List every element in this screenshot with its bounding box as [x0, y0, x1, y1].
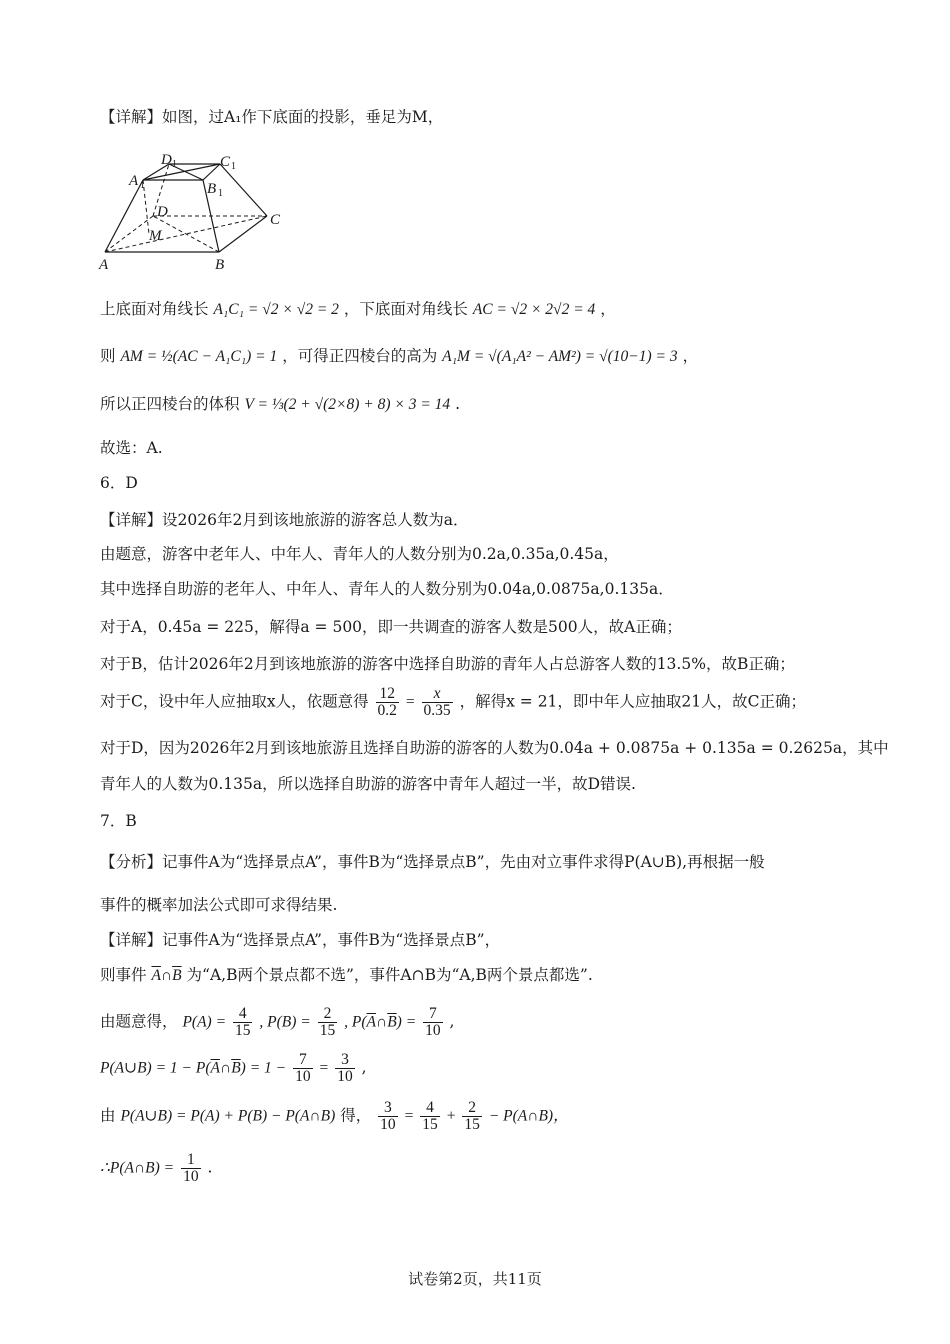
- label-d1-sub: 1: [172, 159, 177, 170]
- q6-line-2: 由题意，游客中老年人、中年人、青年人的人数分别为0.2a,0.35a,0.45a，: [100, 545, 619, 563]
- q7-given-probabilities: 由题意得， P(A) = $\frac{4}{15}$ , P(B) = $\frac{2}{15}$ , $P(\overline{A}\cap\overline{B})$ = $\frac{7}{10}$ ,: [100, 1005, 455, 1039]
- fraction-12-over-0.2: $\frac{12}{0.2}$: [377, 685, 397, 719]
- fraction-3-10: $\frac{3}{10}$: [337, 1051, 353, 1085]
- label-a: A: [99, 257, 109, 273]
- q7-detail-1: 【详解】记事件A为“选择景点A”，事件B为“选择景点B”，: [100, 931, 501, 949]
- label-b1-sub: 1: [218, 188, 223, 199]
- fraction-add-2: $\frac{4}{15}$: [422, 1099, 438, 1133]
- volume-formula: V = ⅓(2 + √(2×8) + 8) × 3 = 14: [244, 396, 451, 413]
- height-line: 则 AM = ½(AC − A₁C₁) = 1 ，可得正四棱台的高为 A₁M = √(A₁A² − AM²) = √(10−1) = 3 ，: [100, 347, 699, 365]
- q7-detail-2: 则事件 $\overline{A}\cap\overline{B}$ 为“A,B两个景点都不选”，事件A∩B为“A,B两个景点都选”.: [100, 966, 593, 984]
- q7-heading: 7．B: [100, 812, 137, 830]
- label-c1: C: [220, 154, 231, 170]
- label-a1: A: [129, 173, 139, 189]
- q6-line-8: 青年人的人数为0.135a，所以选择自助游的游客中青年人超过一半，故D错误.: [100, 775, 636, 793]
- label-b1: B: [207, 181, 217, 197]
- label-b: B: [215, 257, 225, 273]
- fraction-result: $\frac{1}{10}$: [183, 1151, 199, 1185]
- addition-formula: P(A∪B) = P(A) + P(B) − P(A∩B): [120, 1107, 336, 1125]
- q6-line-6: 对于C，设中年人应抽取x人，依题意得 $\frac{12}{0.2}$ = $\frac{x}{0.35}$ ，解得x = 21，即中年人应抽取21人，故C正确；: [100, 685, 806, 719]
- fraction-add-3: $\frac{2}{15}$: [464, 1099, 480, 1133]
- fraction-7-10: $\frac{7}{10}$: [295, 1051, 311, 1085]
- lower-diagonal-formula: AC = √2 × 2√2 = 4: [472, 301, 596, 318]
- q6-line-5: 对于B，估计2026年2月到该地旅游的游客中选择自助游的青年人占总游客人数的13.5%，故B正确；: [100, 655, 795, 673]
- frustum-figure: [95, 148, 295, 278]
- fraction-pb: $\frac{2}{15}$: [319, 1005, 336, 1039]
- label-m: M: [149, 228, 162, 244]
- q6-line-1: 【详解】设2026年2月到该地旅游的游客总人数为a．: [100, 511, 469, 529]
- q6-line-7: 对于D，因为2026年2月到该地旅游且选择自助游的游客的人数为0.04a + 0.0875a + 0.135a = 0.2625a，其中: [100, 739, 889, 757]
- q6-heading: 6．D: [100, 474, 138, 492]
- detail-intro: 【详解】如图，过A₁作下底面的投影，垂足为M，: [100, 108, 444, 126]
- fraction-pa: $\frac{4}{15}$: [234, 1005, 251, 1039]
- q6-line-4: 对于A，0.45a = 225，解得a = 500，即一共调查的游客人数是500人，故A正确；: [100, 618, 682, 636]
- diagonal-lengths: 上底面对角线长 A₁C₁ = √2 × √2 = 2 ，下底面对角线长 AC = √2 × 2√2 = 4 ，: [100, 300, 616, 318]
- volume-line: 所以正四棱台的体积 V = ⅓(2 + √(2×8) + 8) × 3 = 14 .: [100, 395, 461, 413]
- am-formula: AM = ½(AC − A₁C₁) = 1: [120, 348, 278, 365]
- q7-addition-formula-line: 由 P(A∪B) = P(A) + P(B) − P(A∩B) 得， $\frac{3}{10}$ = $\frac{4}{15}$ + $\frac{2}{15}$ − P(A∩B)，: [100, 1099, 569, 1133]
- fraction-p-neither: $\frac{7}{10}$: [425, 1005, 441, 1039]
- label-c: C: [270, 212, 281, 228]
- answer-5: 故选：A.: [100, 439, 163, 457]
- fraction-x-over-0.35: $\frac{x}{0.35}$: [423, 685, 451, 719]
- q6-line-3: 其中选择自助游的老年人、中年人、青年人的人数分别为0.04a,0.0875a,0.135a．: [100, 580, 674, 598]
- label-d: D: [157, 204, 168, 220]
- fraction-add-1: $\frac{3}{10}$: [380, 1099, 396, 1133]
- label-a1-sub: 1: [140, 180, 145, 191]
- height-formula: A₁M = √(A₁A² − AM²) = √(10−1) = 3: [442, 348, 678, 365]
- q7-analysis-1: 【分析】记事件A为“选择景点A”，事件B为“选择景点B”，先由对立事件求得P(A∪B),再根据一般: [100, 853, 765, 871]
- page-footer: 试卷第2页，共11页: [408, 1270, 542, 1288]
- q7-result-line: ∴P(A∩B) = $\frac{1}{10}$ .: [100, 1151, 213, 1185]
- label-d1: D: [161, 152, 172, 168]
- label-c1-sub: 1: [231, 161, 236, 172]
- q7-analysis-2: 事件的概率加法公式即可求得结果.: [100, 896, 338, 914]
- upper-diagonal-formula: A₁C₁ = √2 × √2 = 2: [213, 301, 339, 318]
- q7-union-line: P(A∪B) = $1 - P(\overline{A}\cap\overline{B}) = 1$ − $\frac{7}{10}$ = $\frac{3}{10}$ ,: [100, 1051, 367, 1085]
